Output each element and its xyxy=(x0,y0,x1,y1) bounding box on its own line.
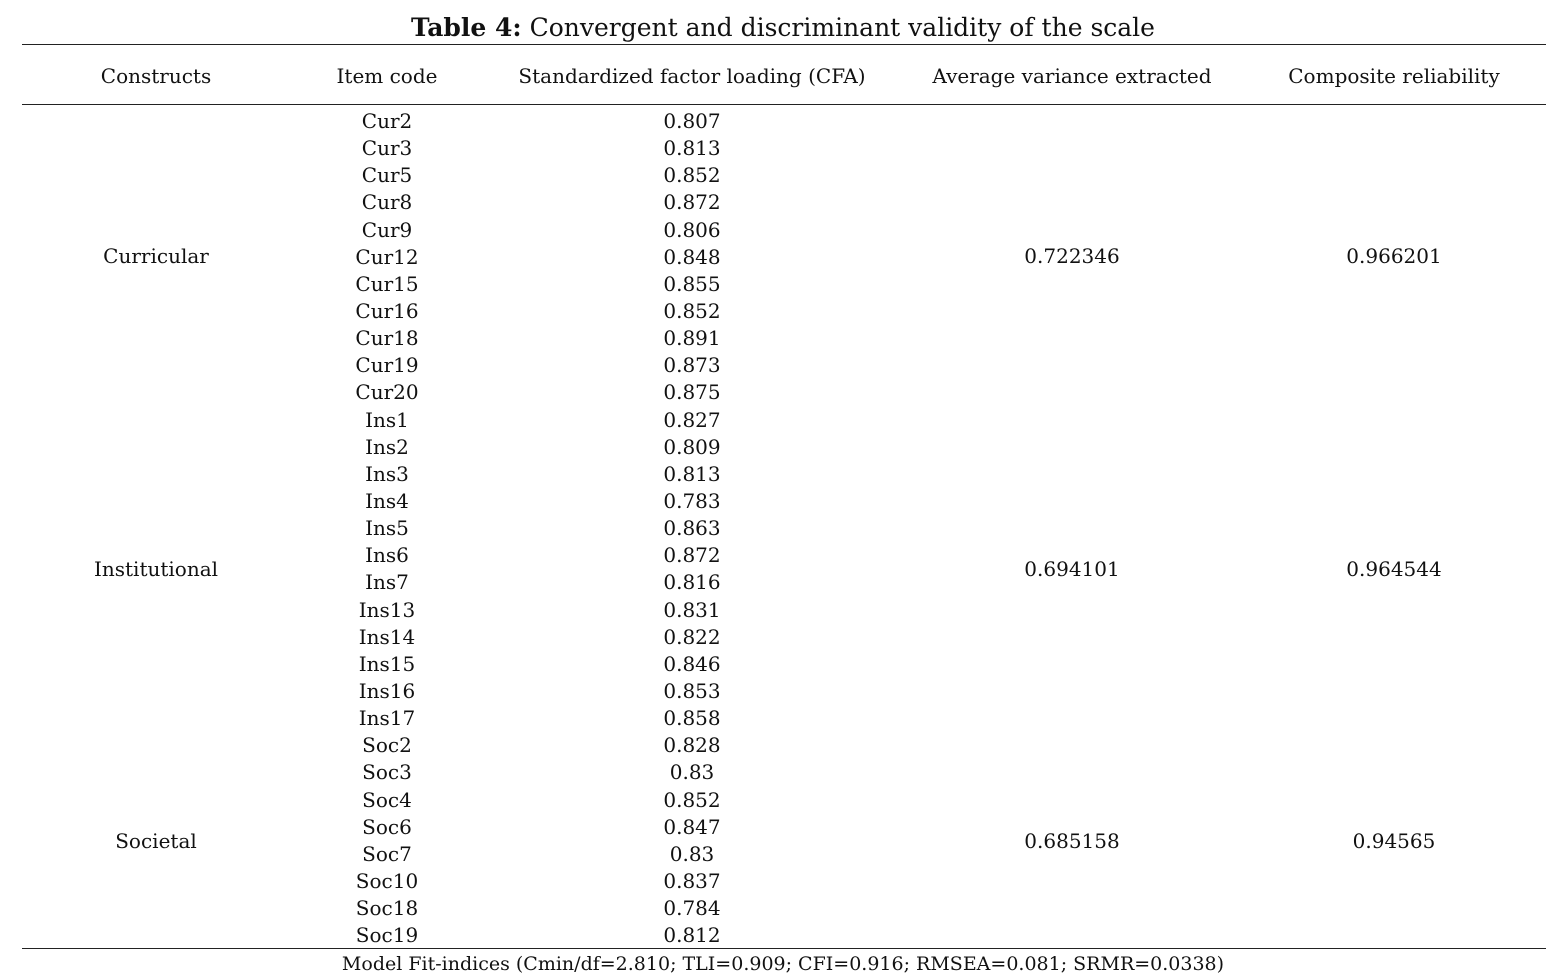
factor-loading-cell: 0.831 xyxy=(663,597,721,622)
header-item-code: Item code xyxy=(336,64,438,88)
construct-curricular: Curricular xyxy=(103,244,209,268)
table-label: Table 4: xyxy=(411,13,522,42)
factor-loading-cell: 0.807 xyxy=(663,109,721,133)
item-code-column xyxy=(277,108,497,949)
factor-loading-cell: 0.873 xyxy=(663,353,721,378)
item-code-cell: Cur5 xyxy=(361,163,413,188)
factor-loading-cell: 0.846 xyxy=(663,651,721,676)
construct-societal: Societal xyxy=(115,829,197,853)
table-caption xyxy=(0,12,1566,44)
cr-curricular: 0.966201 xyxy=(1346,244,1442,268)
item-code-cell: Soc2 xyxy=(362,733,412,758)
factor-loading-column xyxy=(582,108,802,949)
item-code-cell: Cur18 xyxy=(355,326,419,351)
item-code-cell: Soc6 xyxy=(362,814,412,839)
ave-institutional: 0.694101 xyxy=(1024,557,1120,581)
cr-societal: 0.94565 xyxy=(1352,829,1436,853)
header-factor-loading: Standardized factor loading (CFA) xyxy=(518,64,866,88)
factor-loading-cell: 0.852 xyxy=(663,298,721,323)
item-code-cell: Ins3 xyxy=(365,461,409,486)
factor-loading-cell: 0.828 xyxy=(663,733,721,758)
cr-institutional: 0.964544 xyxy=(1346,557,1442,581)
factor-loading-cell: 0.853 xyxy=(663,678,721,703)
factor-loading-cell: 0.891 xyxy=(663,326,721,351)
item-code-cell: Cur8 xyxy=(361,190,413,215)
header-composite-reliability: Composite reliability xyxy=(1288,64,1500,88)
item-code-cell: Cur20 xyxy=(355,380,419,405)
item-code-cell: Ins2 xyxy=(365,434,409,459)
factor-loading-cell: 0.858 xyxy=(663,706,721,731)
top-rule xyxy=(22,44,1546,45)
item-code-cell: Ins13 xyxy=(358,597,416,622)
factor-loading-cell: 0.848 xyxy=(663,244,721,269)
item-code-cell: Cur19 xyxy=(355,353,419,378)
ave-societal: 0.685158 xyxy=(1024,829,1120,853)
item-code-cell: Ins17 xyxy=(358,706,416,731)
factor-loading-cell: 0.872 xyxy=(663,190,721,215)
factor-loading-cell: 0.875 xyxy=(663,380,721,405)
factor-loading-cell: 0.837 xyxy=(663,868,721,893)
factor-loading-cell: 0.812 xyxy=(663,923,721,948)
item-code-cell: Ins16 xyxy=(358,678,416,703)
header-ave: Average variance extracted xyxy=(932,64,1212,88)
factor-loading-cell: 0.783 xyxy=(663,488,721,513)
table-title: Convergent and discriminant validity of the scale xyxy=(521,13,1155,42)
factor-loading-cell: 0.847 xyxy=(663,814,721,839)
factor-loading-cell: 0.855 xyxy=(663,271,721,296)
item-code-cell: Soc7 xyxy=(362,841,412,866)
item-code-cell: Soc18 xyxy=(355,896,419,921)
factor-loading-cell: 0.813 xyxy=(663,136,721,161)
factor-loading-cell: 0.784 xyxy=(663,896,721,921)
item-code-cell: Ins7 xyxy=(365,570,409,595)
item-code-cell: Ins5 xyxy=(365,516,409,541)
item-code-cell: Ins6 xyxy=(365,543,409,568)
item-code-cell: Soc3 xyxy=(362,760,412,785)
factor-loading-cell: 0.822 xyxy=(663,624,721,649)
factor-loading-cell: 0.83 xyxy=(669,760,715,785)
factor-loading-cell: 0.863 xyxy=(663,516,721,541)
item-code-cell: Ins15 xyxy=(358,651,416,676)
item-code-cell: Cur3 xyxy=(361,136,413,161)
header-constructs: Constructs xyxy=(100,64,212,88)
factor-loading-cell: 0.816 xyxy=(663,570,721,595)
item-code-cell: Cur15 xyxy=(355,271,419,296)
item-code-cell: Cur2 xyxy=(361,109,413,133)
item-code-cell: Cur9 xyxy=(361,217,413,242)
factor-loading-cell: 0.852 xyxy=(663,163,721,188)
factor-loading-cell: 0.872 xyxy=(663,543,721,568)
item-code-cell: Ins14 xyxy=(358,624,416,649)
item-code-cell: Cur16 xyxy=(355,298,419,323)
item-code-cell: Soc10 xyxy=(355,868,419,893)
construct-institutional: Institutional xyxy=(93,557,219,581)
item-code-cell: Soc19 xyxy=(355,923,419,948)
item-code-cell: Ins1 xyxy=(365,407,409,432)
factor-loading-cell: 0.809 xyxy=(663,434,721,459)
ave-curricular: 0.722346 xyxy=(1024,244,1120,268)
model-fit-footnote: Model Fit-indices (Cmin/df=2.810; TLI=0.909; CFI=0.916; RMSEA=0.081; SRMR=0.0338) xyxy=(341,953,1225,975)
item-code-cell: Ins4 xyxy=(365,488,409,513)
item-code-cell: Soc4 xyxy=(362,787,412,812)
header-rule xyxy=(22,104,1546,105)
factor-loading-cell: 0.83 xyxy=(669,841,715,866)
factor-loading-cell: 0.852 xyxy=(663,787,721,812)
item-code-cell: Cur12 xyxy=(355,244,419,269)
factor-loading-cell: 0.813 xyxy=(663,461,721,486)
bottom-rule xyxy=(22,948,1546,949)
factor-loading-cell: 0.827 xyxy=(663,407,721,432)
factor-loading-cell: 0.806 xyxy=(663,217,721,242)
